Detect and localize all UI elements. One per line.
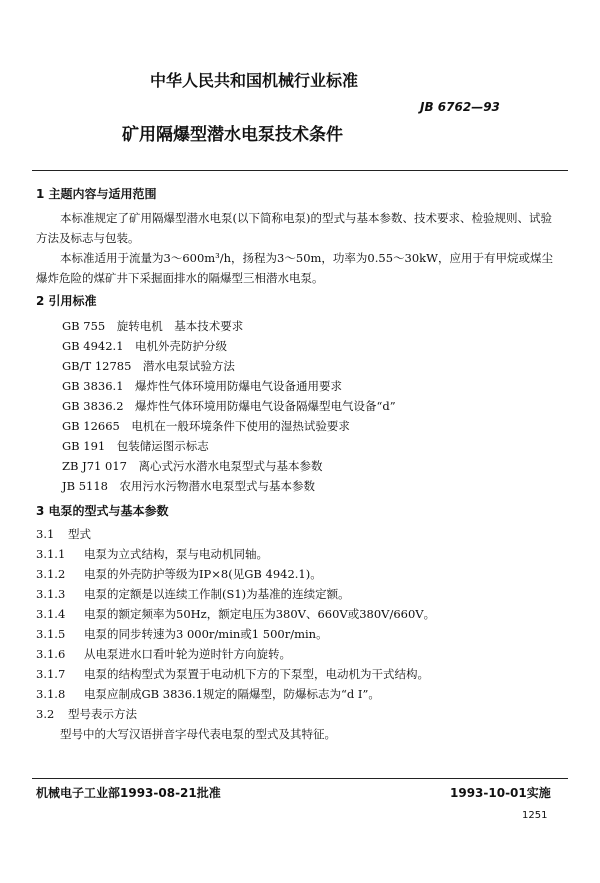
reference-item [62, 336, 227, 356]
clause-number: 3.1.4 [36, 607, 66, 621]
page-number: 1251 [522, 810, 548, 821]
reference-item [62, 396, 396, 416]
reference-code: GB 3836.2 [62, 399, 124, 413]
reference-item [62, 456, 322, 476]
clause-number: 3.1.3 [36, 587, 66, 601]
clause-item [36, 564, 322, 584]
org-title: 中华人民共和国机械行业标准 [150, 71, 359, 90]
clause-text: 电泵的外壳防护等级为IP×8(见GB 4942.1)。 [84, 567, 322, 581]
reference-item [62, 316, 243, 336]
reference-code: GB 3836.1 [62, 379, 124, 393]
section-2-heading: 2 引用标准 [36, 294, 97, 308]
section-1-paragraph-1: 本标准规定了矿用隔爆型潜水电泵(以下简称电泵)的型式与基本参数、技术要求、检验规则、试验方法及标志与包装。 [36, 211, 552, 245]
clause-item [36, 684, 380, 704]
reference-code: ZB J71 017 [62, 459, 127, 473]
reference-code: GB 755 [62, 319, 106, 333]
subsection-3-2 [36, 704, 137, 724]
subsection-number: 3.2 [36, 707, 55, 721]
subsection-3-2-text: 型号中的大写汉语拼音字母代表电泵的型式及其特征。 [60, 727, 336, 741]
clause-item [36, 664, 429, 684]
implementation-line: 1993-10-01实施 [450, 786, 551, 800]
reference-code: GB 4942.1 [62, 339, 124, 353]
reference-code: GB/T 12785 [62, 359, 132, 373]
reference-title: 包装储运图示标志 [116, 439, 209, 453]
reference-title: 潜水电泵试验方法 [142, 359, 235, 373]
clause-item [36, 604, 435, 624]
standard-number: JB 6762—93 [420, 100, 500, 114]
subsection-number: 3.1 [36, 527, 55, 541]
clause-text: 电泵的结构型式为泵置于电动机下方的下泵型，电动机为干式结构。 [84, 667, 429, 681]
clause-text: 电泵的定额是以连续工作制(S1)为基准的连续定额。 [84, 587, 350, 601]
subsection-title: 型号表示方法 [68, 707, 137, 721]
reference-title: 农用污水污物潜水电泵型式与基本参数 [119, 479, 315, 493]
reference-item [62, 476, 315, 496]
document-title: 矿用隔爆型潜水电泵技术条件 [122, 125, 343, 145]
reference-title: 旋转电机 基本技术要求 [116, 319, 244, 333]
approval-line: 机械电子工业部1993-08-21批准 [36, 786, 221, 800]
subsection-3-1 [36, 524, 91, 544]
clause-item [36, 584, 350, 604]
section-1-heading: 1 主题内容与适用范围 [36, 187, 157, 201]
header-rule [32, 170, 568, 171]
clause-text: 电泵应制成GB 3836.1规定的隔爆型，防爆标志为“d I”。 [84, 687, 380, 701]
section-1-paragraph-2: 本标准适用于流量为3～600m³/h，扬程为3～50m，功率为0.55～30kW，应用于有甲烷或煤尘爆炸危险的煤矿井下采掘面排水的隔爆型三相潜水电泵。 [36, 251, 553, 285]
section-3-heading: 3 电泵的型式与基本参数 [36, 504, 169, 518]
clause-number: 3.1.7 [36, 667, 66, 681]
reference-title: 电机外壳防护分级 [135, 339, 228, 353]
reference-code: GB 191 [62, 439, 106, 453]
clause-text: 电泵的同步转速为3 000r/min或1 500r/min。 [84, 627, 328, 641]
reference-item [62, 436, 209, 456]
footer-rule [32, 778, 568, 779]
subsection-title: 型式 [68, 527, 91, 541]
reference-item [62, 416, 350, 436]
clause-number: 3.1.8 [36, 687, 66, 701]
reference-item [62, 376, 342, 396]
reference-title: 爆炸性气体环境用防爆电气设备隔爆型电气设备“d” [135, 399, 396, 413]
reference-item [62, 356, 235, 376]
clause-number: 3.1.5 [36, 627, 66, 641]
clause-text: 电泵的额定频率为50Hz，额定电压为380V、660V或380V/660V。 [84, 607, 436, 621]
clause-item [36, 624, 328, 644]
clause-number: 3.1.1 [36, 547, 66, 561]
clause-text: 电泵为立式结构，泵与电动机同轴。 [84, 547, 268, 561]
clause-item [36, 644, 291, 664]
reference-title: 离心式污水潜水电泵型式与基本参数 [138, 459, 323, 473]
clause-text: 从电泵进水口看叶轮为逆时针方向旋转。 [84, 647, 291, 661]
clause-number: 3.1.2 [36, 567, 66, 581]
clause-number: 3.1.6 [36, 647, 66, 661]
reference-title: 电机在一般环境条件下使用的湿热试验要求 [131, 419, 350, 433]
clause-item [36, 544, 268, 564]
reference-title: 爆炸性气体环境用防爆电气设备通用要求 [135, 379, 343, 393]
reference-code: JB 5118 [62, 479, 108, 493]
reference-code: GB 12665 [62, 419, 120, 433]
